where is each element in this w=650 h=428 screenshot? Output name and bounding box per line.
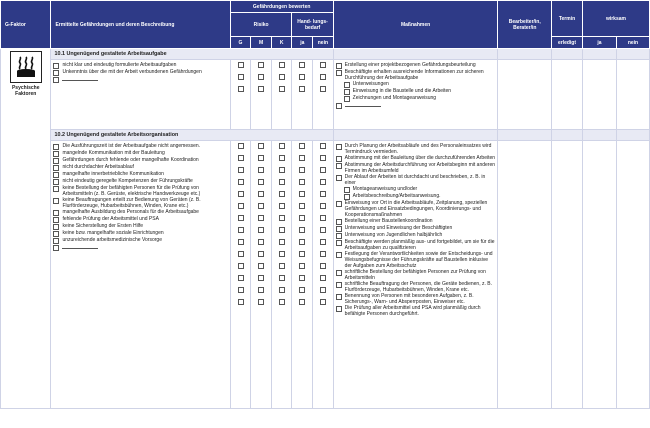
checkbox[interactable] — [279, 155, 285, 161]
col-g: G — [230, 37, 251, 49]
checkbox[interactable] — [344, 187, 350, 193]
editor-cell[interactable] — [498, 60, 552, 130]
measure-text: schriftliche Beauftragung der Personen, die Geräte bedienen, z. B. Flurförderzeuge, Hubarbeitsbühnen, Winden, Krane etc. — [344, 281, 492, 293]
col-g-faktor: G-Faktor — [1, 1, 51, 49]
evaluation-checkbox-cell — [230, 60, 251, 130]
measure-item — [336, 186, 496, 193]
checkbox[interactable] — [336, 252, 342, 258]
evaluation-checkbox-cell — [292, 60, 313, 130]
checkbox[interactable] — [258, 287, 264, 293]
checkbox[interactable] — [258, 155, 264, 161]
measure-text: Benennung von Personen mit besonderen Aufgaben, z. B. Sicherungs-, Warn- und Absperrposten, Einweiser etc. — [344, 293, 474, 305]
checkbox[interactable] — [238, 143, 244, 149]
checkbox[interactable] — [320, 299, 326, 305]
hazard-item — [53, 62, 227, 69]
hazard-text: Die Ausführungszeit ist der Arbeitsaufgabe nicht angemessen. — [62, 143, 201, 149]
hazard-item — [53, 244, 227, 251]
checkbox[interactable] — [320, 191, 326, 197]
section-title: 10.1 Ungenügend gestaltete Arbeitsaufgabe — [51, 49, 333, 60]
checkbox[interactable] — [53, 158, 59, 164]
checkbox[interactable] — [279, 227, 285, 233]
hazard-text: unzureichende arbeitsmedizinische Vorsorge — [62, 237, 162, 243]
checkbox[interactable] — [238, 191, 244, 197]
section-blank-cell — [333, 49, 498, 60]
measure-item — [336, 232, 496, 239]
checkbox[interactable] — [258, 227, 264, 233]
hazard-item — [53, 216, 227, 223]
section-content-row — [1, 60, 650, 130]
factor-cell — [1, 49, 51, 409]
checkbox[interactable] — [53, 172, 59, 178]
evaluation-checkbox-cell — [230, 141, 251, 409]
measure-text: Erstellung einer projektbezogenen Gefährdungsbeurteilung — [344, 62, 476, 68]
checkbox[interactable] — [258, 239, 264, 245]
hazard-text: nicht klar und eindeutig formulierte Arbeitsaufgaben — [62, 62, 177, 68]
checkbox[interactable] — [279, 287, 285, 293]
checkbox[interactable] — [299, 275, 305, 281]
measure-item — [336, 162, 496, 174]
checkbox[interactable] — [238, 74, 244, 80]
checkbox[interactable] — [53, 245, 59, 251]
checkbox[interactable] — [299, 167, 305, 173]
checkbox[interactable] — [279, 203, 285, 209]
hazards-cell — [51, 60, 230, 130]
checkbox[interactable] — [258, 179, 264, 185]
section-blank-cell — [333, 130, 498, 141]
checkbox[interactable] — [53, 179, 59, 185]
checkbox[interactable] — [258, 62, 264, 68]
evaluation-checkbox-cell — [313, 141, 334, 409]
checkbox[interactable] — [336, 103, 342, 109]
hazard-item — [53, 143, 227, 150]
measure-item — [336, 81, 496, 88]
hazard-text: keine Bestellung der befähigten Personen für die Prüfung von Arbeitsmitteln (z. B. Gerüste, elektrische Handwerkzeuge etc.) — [62, 185, 201, 197]
hazard-text: mangelnde Kommunikation mit der Bauleitung — [62, 150, 165, 156]
checkbox[interactable] — [299, 239, 305, 245]
effective-yes-cell[interactable] — [582, 141, 616, 409]
measure-item — [336, 281, 496, 293]
col-effective: wirksam — [582, 1, 649, 37]
checkbox[interactable] — [299, 62, 305, 68]
hazard-text: keine bzw. mangelhafte soziale Einrichtungen — [62, 230, 164, 236]
measure-text: Die Prüfung aller Arbeitsmittel und PSA wird planmäßig durch befähigte Personen durchgeführt. — [344, 305, 481, 317]
hazard-text — [62, 244, 98, 249]
checkbox[interactable] — [258, 191, 264, 197]
checkbox[interactable] — [238, 227, 244, 233]
section-content-row — [1, 141, 650, 409]
checkbox[interactable] — [320, 62, 326, 68]
measure-item — [336, 95, 496, 102]
checkbox[interactable] — [279, 239, 285, 245]
checkbox[interactable] — [238, 299, 244, 305]
checkbox[interactable] — [238, 167, 244, 173]
col-evaluate: Gefährdungen bewerten — [230, 1, 333, 13]
measure-text: Durch Planung der Arbeitsabläufe und des Personaleinsatzes wird Termindruck vermieden. — [344, 143, 492, 155]
measure-text: Beschäftigte erhalten ausreichende Informationen zur sicheren Durchführung der Arbeitsaufgabe — [344, 69, 484, 81]
checkbox[interactable] — [320, 263, 326, 269]
measure-text: Der Ablauf der Arbeiten ist durchdacht und beschrieben, z. B. in einer — [344, 174, 486, 186]
checkbox[interactable] — [238, 239, 244, 245]
col-done: erledigt — [552, 37, 583, 49]
checkbox[interactable] — [320, 86, 326, 92]
section-blank-cell — [616, 130, 649, 141]
checkbox[interactable] — [53, 231, 59, 237]
measure-item — [336, 293, 496, 305]
measures-cell — [333, 141, 498, 409]
section-blank-cell — [552, 130, 583, 141]
checkbox[interactable] — [53, 186, 59, 192]
col-risk: Risiko — [230, 13, 292, 37]
measure-item — [336, 218, 496, 225]
section-header — [1, 49, 650, 60]
checkbox[interactable] — [238, 263, 244, 269]
checkbox[interactable] — [299, 251, 305, 257]
hazard-text: keine Beauftragungen erteilt zur Bedienung von Geräten (z. B. Flurförderzeuge, Hubarbeitsbühnen, Winden, Krane etc.) — [62, 197, 201, 209]
checkbox[interactable] — [258, 275, 264, 281]
factor-label: Psychische Faktoren — [11, 85, 40, 97]
checkbox[interactable] — [336, 233, 342, 239]
checkbox[interactable] — [320, 251, 326, 257]
col-action-no: nein — [313, 37, 334, 49]
measure-text — [345, 102, 381, 107]
checkbox[interactable] — [258, 167, 264, 173]
section-blank-cell — [582, 130, 616, 141]
hazard-item — [53, 171, 227, 178]
hazard-item — [53, 223, 227, 230]
checkbox[interactable] — [299, 74, 305, 80]
checkbox[interactable] — [53, 70, 59, 76]
effective-yes-cell[interactable] — [582, 60, 616, 130]
measure-item — [336, 69, 496, 81]
checkbox[interactable] — [258, 299, 264, 305]
checkbox[interactable] — [258, 263, 264, 269]
checkbox[interactable] — [299, 287, 305, 293]
checkbox[interactable] — [53, 63, 59, 69]
checkbox[interactable] — [258, 86, 264, 92]
checkbox[interactable] — [238, 287, 244, 293]
checkbox[interactable] — [238, 251, 244, 257]
measure-text: Einweisung in die Baustelle und die Arbeiten — [352, 88, 452, 94]
checkbox[interactable] — [258, 74, 264, 80]
measure-item — [336, 193, 496, 200]
checkbox[interactable] — [299, 215, 305, 221]
psychological-stress-icon — [10, 51, 42, 83]
checkbox[interactable] — [53, 238, 59, 244]
measure-text: Zeichnungen und Montageanweisung — [352, 95, 437, 101]
checkbox[interactable] — [53, 198, 59, 204]
hazard-text: mangelhafte Ausbildung des Personals für die Arbeitsaufgabe — [62, 209, 199, 215]
checkbox[interactable] — [336, 270, 342, 276]
checkbox[interactable] — [238, 215, 244, 221]
deadline-cell[interactable] — [552, 141, 583, 409]
checkbox[interactable] — [53, 224, 59, 230]
checkbox[interactable] — [238, 179, 244, 185]
checkbox[interactable] — [258, 143, 264, 149]
measure-text: Unterweisungen — [352, 81, 389, 87]
checkbox[interactable] — [320, 155, 326, 161]
evaluation-checkbox-cell — [251, 60, 272, 130]
checkbox[interactable] — [258, 215, 264, 221]
measure-item — [336, 239, 496, 251]
measure-item — [336, 200, 496, 218]
checkbox[interactable] — [336, 156, 342, 162]
measure-text: Unterweisung und Einweisung der Beschäftigten — [344, 225, 453, 231]
checkbox[interactable] — [336, 226, 342, 232]
checkbox[interactable] — [279, 74, 285, 80]
checkbox[interactable] — [336, 294, 342, 300]
hazard-item — [53, 76, 227, 83]
hazard-item — [53, 185, 227, 197]
measure-text: Arbeitsbeschreibung/Arbeitsanweisung. — [352, 193, 441, 199]
checkbox[interactable] — [320, 167, 326, 173]
hazard-item — [53, 150, 227, 157]
section-blank-cell — [498, 130, 552, 141]
hazard-text: keine Sicherstellung der Ersten Hilfe — [62, 223, 144, 229]
checkbox[interactable] — [279, 263, 285, 269]
checkbox[interactable] — [299, 203, 305, 209]
deadline-cell[interactable] — [552, 60, 583, 130]
checkbox[interactable] — [53, 217, 59, 223]
col-action-yes: ja — [292, 37, 313, 49]
measure-item — [336, 225, 496, 232]
col-effective-yes: ja — [582, 37, 616, 49]
checkbox[interactable] — [336, 240, 342, 246]
checkbox[interactable] — [238, 275, 244, 281]
checkbox[interactable] — [336, 306, 342, 312]
checkbox[interactable] — [238, 203, 244, 209]
effective-no-cell[interactable] — [616, 60, 649, 130]
checkbox[interactable] — [238, 62, 244, 68]
section-blank-cell — [552, 49, 583, 60]
col-k: K — [271, 37, 292, 49]
checkbox[interactable] — [279, 86, 285, 92]
checkbox[interactable] — [279, 251, 285, 257]
measure-text: Beschäftigte werden planmäßig aus- und fortgebildet, um sie für die Arbeitsaufgaben zu qualifizieren — [344, 239, 495, 251]
checkbox[interactable] — [279, 62, 285, 68]
measure-item — [336, 143, 496, 155]
checkbox[interactable] — [320, 287, 326, 293]
hazard-item — [53, 197, 227, 209]
measure-item — [336, 251, 496, 269]
hazard-text: Gefährdungen durch fehlende oder mangelhafte Koordination — [62, 157, 199, 163]
section-blank-cell — [582, 49, 616, 60]
col-m: M — [251, 37, 272, 49]
checkbox[interactable] — [320, 74, 326, 80]
checkbox[interactable] — [320, 227, 326, 233]
checkbox[interactable] — [299, 227, 305, 233]
checkbox[interactable] — [258, 203, 264, 209]
measure-item — [336, 305, 496, 317]
section-blank-cell — [616, 49, 649, 60]
checkbox[interactable] — [336, 201, 342, 207]
evaluation-checkbox-cell — [292, 141, 313, 409]
hazard-item — [53, 69, 227, 76]
measure-text: Unterweisung von Jugendlichen halbjährlich — [344, 232, 443, 238]
col-action-needed: Hand- lungs- bedarf — [292, 13, 333, 37]
hazard-item — [53, 209, 227, 216]
editor-cell[interactable] — [498, 141, 552, 409]
checkbox[interactable] — [336, 175, 342, 181]
measure-item — [336, 155, 496, 162]
hazard-text — [62, 76, 98, 81]
checkbox[interactable] — [299, 191, 305, 197]
checkbox[interactable] — [336, 63, 342, 69]
checkbox[interactable] — [279, 299, 285, 305]
col-editor: Bearbeiter/in, Berater/in — [498, 1, 552, 49]
measure-text: Festlegung der Verantwortlichkeiten sowie der Entscheidungs- und Weisungsbefugnisse der Führungskräfte auf Baustellen inklusive der Aufgaben zum Arbeitsschutz — [344, 251, 493, 269]
checkbox[interactable] — [320, 179, 326, 185]
hazards-cell — [51, 141, 230, 409]
checkbox[interactable] — [279, 215, 285, 221]
checkbox[interactable] — [344, 82, 350, 88]
checkbox[interactable] — [299, 86, 305, 92]
hazard-text: Unkenntnis über die mit der Arbeit verbundenen Gefährdungen — [62, 69, 202, 75]
hazard-text: fehlende Prüfung der Arbeitsmittel und PSA — [62, 216, 159, 222]
section-title: 10.2 Ungenügend gestaltete Arbeitsorganisation — [51, 130, 333, 141]
measure-text: Abstimmung der Arbeitsdurchführung vor Arbeitsbeginn mit anderen Firmen im Arbeitsumfeld — [344, 162, 496, 174]
hazard-item — [53, 230, 227, 237]
checkbox[interactable] — [53, 210, 59, 216]
checkbox[interactable] — [336, 144, 342, 150]
checkbox[interactable] — [53, 77, 59, 83]
measure-item — [336, 269, 496, 281]
measures-cell — [333, 60, 498, 130]
evaluation-checkbox-cell — [251, 141, 272, 409]
checkbox[interactable] — [320, 239, 326, 245]
effective-no-cell[interactable] — [616, 141, 649, 409]
measure-item — [336, 88, 496, 95]
section-blank-cell — [498, 49, 552, 60]
hazard-item — [53, 164, 227, 171]
checkbox[interactable] — [299, 179, 305, 185]
checkbox[interactable] — [320, 143, 326, 149]
checkbox[interactable] — [344, 89, 350, 95]
measure-text: schriftliche Bestellung der befähigten Personen zur Prüfung von Arbeitsmitteln — [344, 269, 486, 281]
measure-text: Montageanweisung und/oder — [352, 186, 418, 192]
measure-text: Bestellung einer Baustellenkoordination — [344, 218, 433, 224]
checkbox[interactable] — [320, 203, 326, 209]
checkbox[interactable] — [53, 151, 59, 157]
checkbox[interactable] — [279, 167, 285, 173]
evaluation-checkbox-cell — [271, 60, 292, 130]
measure-text: Abstimmung mit der Bauleitung über die durchzuführenden Arbeiten — [344, 155, 496, 161]
evaluation-checkbox-cell — [313, 60, 334, 130]
hazard-text: nicht durchdachter Arbeitsablauf — [62, 164, 134, 170]
checkbox[interactable] — [258, 251, 264, 257]
hazard-text: mangelhafte innerbetriebliche Kommunikation — [62, 171, 164, 177]
checkbox[interactable] — [336, 282, 342, 288]
checkbox[interactable] — [299, 299, 305, 305]
checkbox[interactable] — [320, 275, 326, 281]
checkbox[interactable] — [299, 155, 305, 161]
section-header — [1, 130, 650, 141]
col-deadline: Termin — [552, 1, 583, 37]
checkbox[interactable] — [279, 275, 285, 281]
checkbox[interactable] — [279, 191, 285, 197]
measure-item — [336, 174, 496, 186]
checkbox[interactable] — [53, 165, 59, 171]
hazard-item — [53, 178, 227, 185]
col-hazards: Ermittelte Gefährdungen und deren Beschreibung — [51, 1, 230, 49]
checkbox[interactable] — [336, 219, 342, 225]
col-effective-no: nein — [616, 37, 649, 49]
checkbox[interactable] — [238, 155, 244, 161]
hazard-item — [53, 157, 227, 164]
hazard-item — [53, 237, 227, 244]
checkbox[interactable] — [336, 163, 342, 169]
checkbox[interactable] — [336, 70, 342, 76]
hazard-text: nicht eindeutig geregelte Kompetenzen der Führungskräfte — [62, 178, 193, 184]
checkbox[interactable] — [279, 143, 285, 149]
checkbox[interactable] — [320, 215, 326, 221]
checkbox[interactable] — [53, 144, 59, 150]
checkbox[interactable] — [279, 179, 285, 185]
col-measures: Maßnahmen — [333, 1, 498, 49]
checkbox[interactable] — [238, 86, 244, 92]
measure-item — [336, 62, 496, 69]
checkbox[interactable] — [299, 263, 305, 269]
evaluation-checkbox-cell — [271, 141, 292, 409]
measure-text: Einweisung vor Ort in die Arbeitsabläufe, Zeitplanung, speziellen Gefährdungen und Einsatzbedingungen, Koordinierungs- und Kooperationsmaßnahmen — [344, 200, 488, 218]
checkbox[interactable] — [299, 143, 305, 149]
measure-item — [336, 102, 496, 109]
